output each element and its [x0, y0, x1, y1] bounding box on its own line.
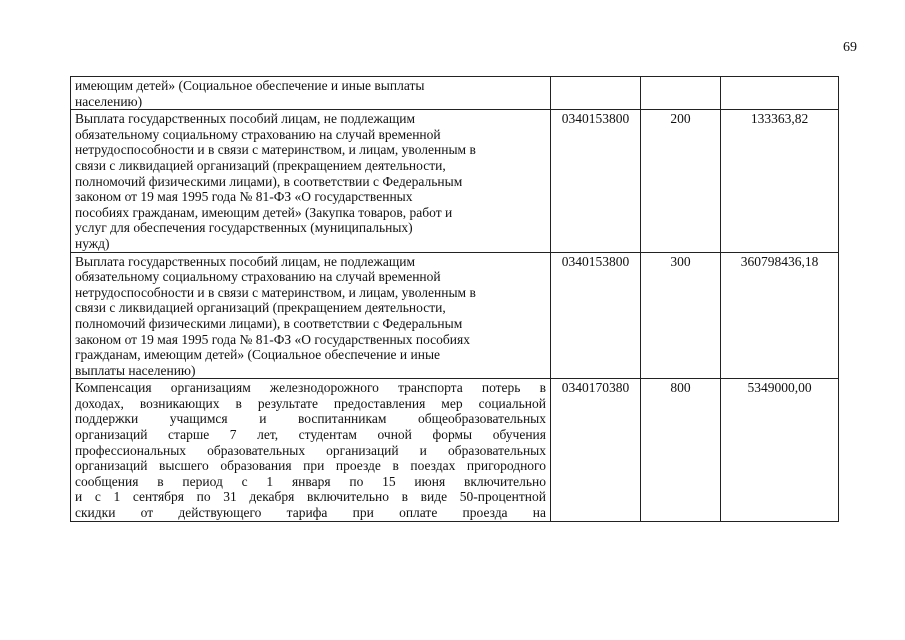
description-line: законом от 19 мая 1995 года № 81-ФЗ «О государственных пособиях	[75, 331, 470, 347]
description-line: сообщения в период с 1 января по 15 июня включительно	[75, 473, 546, 489]
budget-table	[70, 76, 839, 522]
row-description	[71, 252, 551, 379]
description-line: Компенсация организациям железнодорожного транспорта потерь в	[75, 380, 546, 396]
description-line: услуг для обеспечения государственных (муниципальных)	[75, 220, 413, 236]
page-number: 69	[843, 40, 857, 55]
row-description	[71, 77, 551, 110]
description-line: связи с ликвидацией организаций (прекращением деятельности,	[75, 300, 446, 316]
budget-table-body	[71, 77, 839, 522]
description-line: связи с ликвидацией организаций (прекращением деятельности,	[75, 157, 446, 173]
description-line: имеющим детей» (Социальное обеспечение и иные выплаты	[75, 78, 425, 93]
description-line: скидки от действующего тарифа при оплате проезда на	[75, 505, 546, 521]
row-description	[71, 379, 551, 521]
table-row	[71, 379, 839, 521]
table-row	[71, 110, 839, 252]
description-line: поддержки учащимся и воспитанникам общеобразовательных	[75, 411, 546, 427]
amount-value: 133363,82	[721, 110, 839, 252]
expense-type-code: 300	[641, 252, 721, 379]
amount-value: 360798436,18	[721, 252, 839, 379]
description-line: Выплата государственных пособий лицам, не подлежащим	[75, 111, 416, 127]
row-description	[71, 110, 551, 252]
description-line: организаций высшего образования при проезде в поездах пригородного	[75, 458, 546, 474]
description-line: Выплата государственных пособий лицам, не подлежащим	[75, 253, 416, 269]
description-line: законом от 19 мая 1995 года № 81-ФЗ «О государственных	[75, 189, 413, 205]
description-line: нетрудоспособности и в связи с материнством, и лицам, уволенным в	[75, 142, 476, 158]
description-line: полномочий физическими лицами), в соответствии с Федеральным	[75, 173, 463, 189]
description-line: выплаты населению)	[75, 362, 196, 378]
description-line: населению)	[75, 93, 143, 109]
expense-type-code	[641, 77, 721, 110]
amount-value: 5349000,00	[721, 379, 839, 521]
description-line: пособиях гражданам, имеющим детей» (Закупка товаров, работ и	[75, 204, 453, 220]
description-line: нетрудоспособности и в связи с материнством, и лицам, уволенным в	[75, 284, 476, 300]
target-article-code: 0340153800	[551, 252, 641, 379]
target-article-code	[551, 77, 641, 110]
expense-type-code: 800	[641, 379, 721, 521]
target-article-code: 0340153800	[551, 110, 641, 252]
description-line: гражданам, имеющим детей» (Социальное обеспечение и иные	[75, 347, 441, 363]
description-line: и с 1 сентября по 31 декабря включительно в виде 50-процентной	[75, 489, 546, 505]
expense-type-code: 200	[641, 110, 721, 252]
target-article-code: 0340170380	[551, 379, 641, 521]
description-line: профессиональных образовательных организаций и образовательных	[75, 442, 546, 458]
description-line: нужд)	[75, 235, 110, 251]
table-row	[71, 252, 839, 379]
description-line: обязательному социальному страхованию на случай временной	[75, 269, 441, 285]
amount-value	[721, 77, 839, 110]
table-row	[71, 77, 839, 110]
description-line: обязательному социальному страхованию на случай временной	[75, 126, 441, 142]
description-line: полномочий физическими лицами), в соответствии с Федеральным	[75, 315, 463, 331]
description-line: организаций старше 7 лет, студентам очной формы обучения	[75, 427, 546, 443]
description-line: доходах, возникающих в результате предоставления мер социальной	[75, 395, 546, 411]
